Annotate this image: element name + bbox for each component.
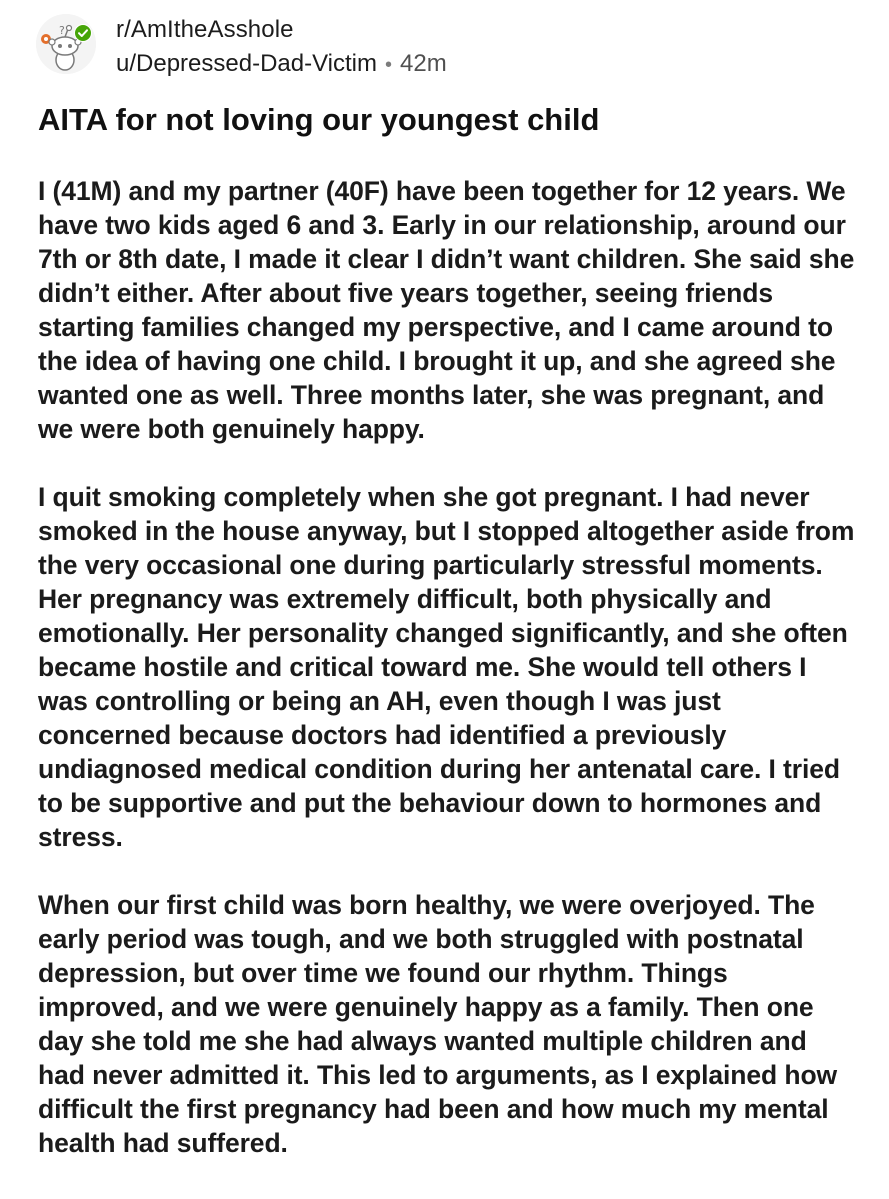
separator-dot: •: [385, 54, 393, 76]
post-body: [38, 174, 858, 1194]
post-paragraph-1: I (41M) and my partner (40F) have been together for 12 years. We have two kids aged 6 and 3. Early in our relationship, around our 7th or 8th date, I made it clear I didn’t want children. She said she didn’t either. After about five years together, seeing friends starting families changed my perspective, and I came around to the idea of having one child. I brought it up, and she agreed she wanted one as well. Three months later, she was pregnant, and we were both genuinely happy.: [38, 176, 855, 444]
post-time: 42m: [400, 50, 447, 77]
svg-text:?: ?: [59, 24, 65, 37]
subreddit-link[interactable]: r/AmItheAsshole: [116, 16, 294, 43]
byline: [116, 48, 447, 81]
post-title[interactable]: AITA for not loving our youngest child: [38, 102, 600, 137]
snoo-avatar-icon[interactable]: [36, 14, 96, 74]
snoo-avatar-graphic: [36, 14, 96, 74]
username-link[interactable]: u/Depressed-Dad-Victim: [116, 50, 377, 77]
post-header: [36, 14, 856, 76]
post-paragraph-2: I quit smoking completely when she got pregnant. I had never smoked in the house anyway, but I stopped altogether aside from the very occasional one during particularly stressful moments. Her pregnancy was extremely difficult, both physically and emotionally. Her personality changed significantly, and she often became hostile and critical toward me. She would tell others I was controlling or being an AH, even though I was just concerned because doctors had identified a previously undiagnosed medical condition during her antenatal care. I tried to be supportive and put the behaviour down to hormones and stress.: [38, 482, 855, 852]
post-paragraph-3: When our first child was born healthy, we were overjoyed. The early period was tough, and we both struggled with postnatal depression, but over time we found our rhythm. Things improved, and we were genuinely happy as a family. Then one day she told me she had always wanted multiple children and had never admitted it. This led to arguments, as I explained how difficult the first pregnancy had been and how much my mental health had suffered.: [38, 890, 838, 1158]
post-meta: [116, 14, 447, 81]
verified-check-icon: [74, 24, 92, 42]
